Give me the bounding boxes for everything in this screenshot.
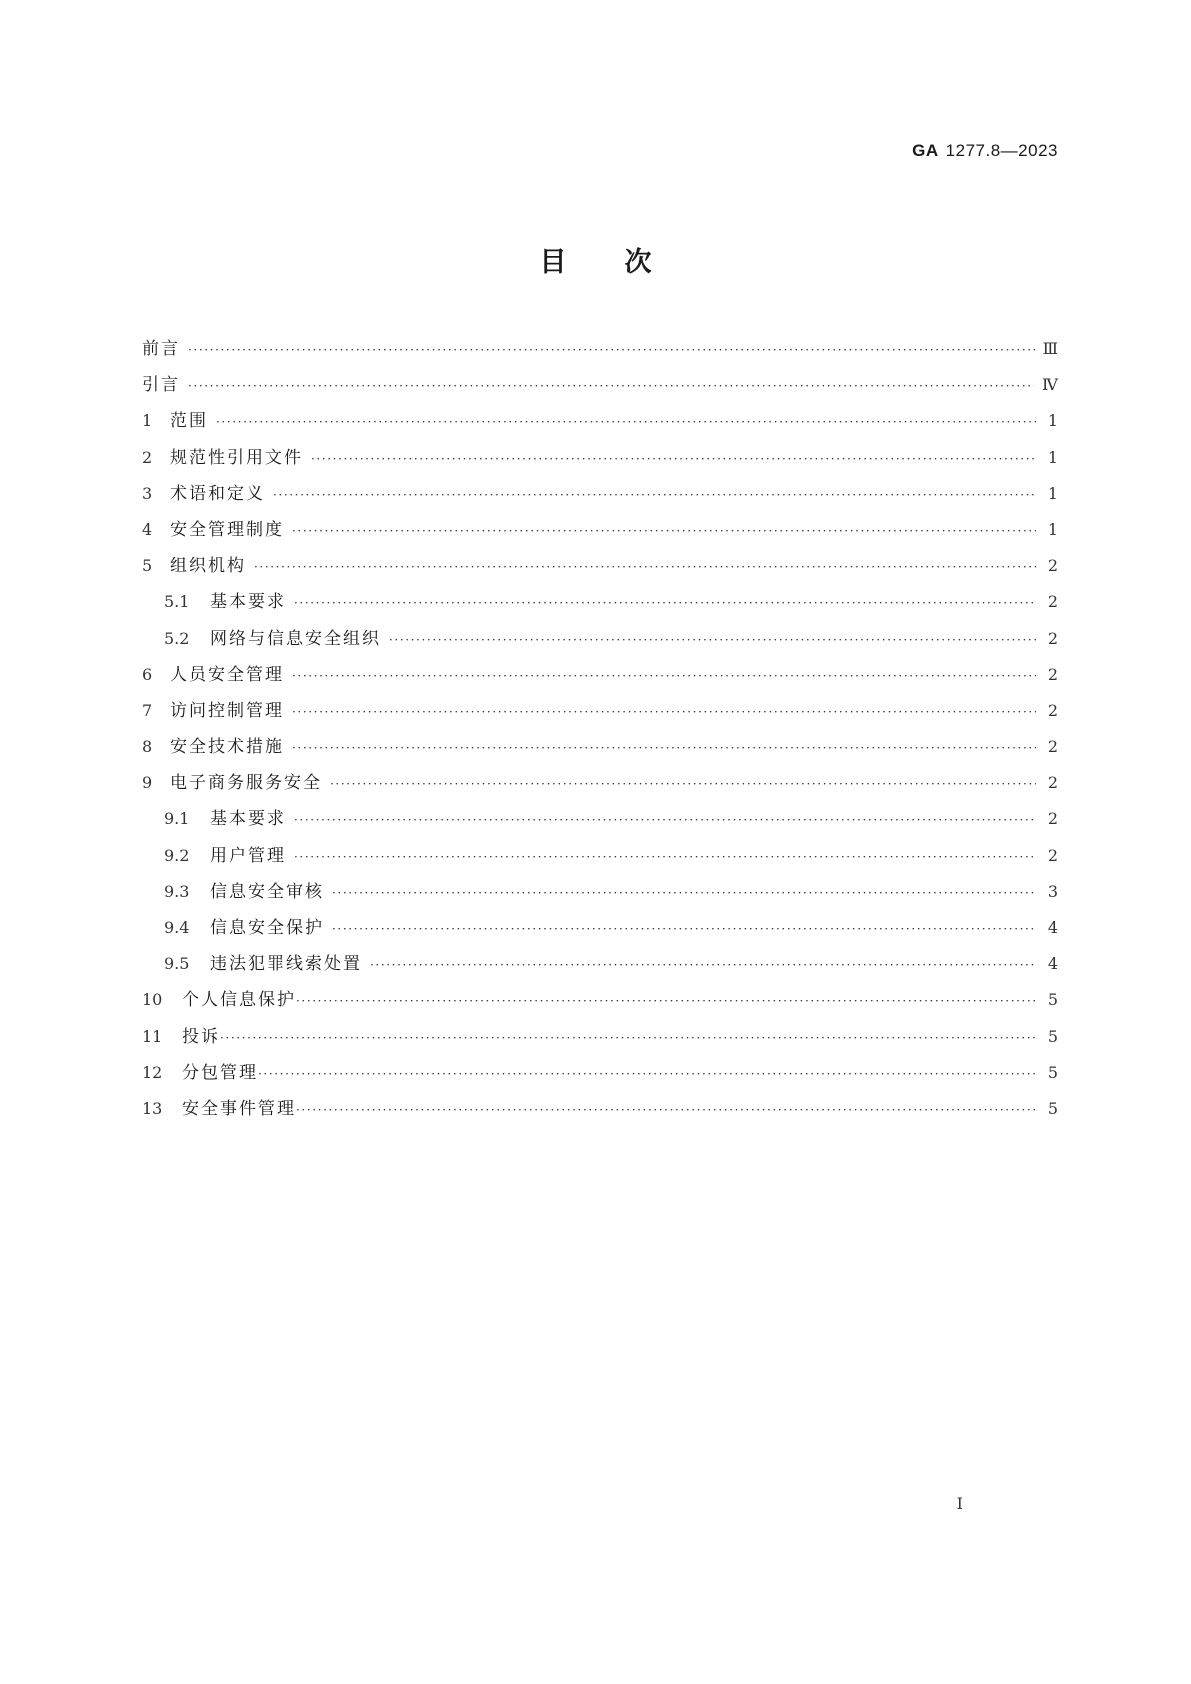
toc-entry-number: 7: [142, 700, 153, 720]
toc-entry-introduction[interactable]: [142, 375, 1058, 411]
toc-entry-page: 5: [1047, 990, 1058, 1010]
toc-entry-3[interactable]: [142, 484, 1058, 520]
toc-dot-leader: [296, 991, 1036, 1011]
toc-dot-leader: [294, 847, 1036, 867]
toc-dot-leader: [292, 666, 1036, 686]
toc-entry-label: 信息安全审核: [210, 881, 324, 902]
toc-entry-label: 用户管理: [210, 845, 286, 866]
toc-entry-8[interactable]: [142, 737, 1058, 773]
toc-entry-number: 9.4: [164, 918, 190, 937]
toc-entry-label: 组织机构: [170, 556, 246, 577]
toc-entry-label: 信息安全保护: [210, 918, 324, 938]
toc-entry-page: 1: [1047, 447, 1058, 467]
toc-entry-10[interactable]: [142, 990, 1058, 1026]
toc-entry-9-4[interactable]: [142, 918, 1058, 954]
toc-entry-9-3[interactable]: [142, 882, 1058, 918]
standard-code-prefix: GA: [912, 141, 939, 160]
toc-entry-9[interactable]: [142, 773, 1058, 809]
toc-entry-number: 9.2: [164, 845, 190, 865]
toc-entry-12[interactable]: [142, 1063, 1058, 1099]
toc-dot-leader: [188, 340, 1035, 360]
toc-dot-leader: [294, 810, 1036, 830]
toc-entry-number: 9.1: [164, 809, 190, 829]
toc-dot-leader: [254, 557, 1036, 577]
table-of-contents: [142, 339, 1058, 1135]
toc-entry-label: 规范性引用文件: [170, 447, 303, 468]
standard-code-number: 1277.8—2023: [945, 141, 1058, 160]
toc-entry-label: 网络与信息安全组织: [210, 628, 381, 649]
toc-dot-leader: [188, 376, 1034, 396]
toc-dot-leader: [294, 593, 1036, 613]
toc-entry-number: 4: [142, 519, 153, 539]
toc-entry-11[interactable]: [142, 1027, 1058, 1063]
toc-entry-5[interactable]: [142, 556, 1058, 592]
toc-entry-1[interactable]: [142, 411, 1058, 447]
toc-dot-leader: [330, 774, 1036, 794]
toc-entry-label: 引言: [142, 375, 180, 396]
toc-entry-number: 13: [142, 1098, 163, 1118]
toc-entry-number: 11: [142, 1026, 163, 1046]
toc-entry-4[interactable]: [142, 520, 1058, 556]
toc-entry-13[interactable]: [142, 1099, 1058, 1135]
toc-entry-label: 安全事件管理: [182, 1098, 296, 1119]
toc-entry-number: 12: [142, 1062, 163, 1082]
toc-entry-page: 5: [1047, 1098, 1058, 1118]
toc-entry-2[interactable]: [142, 448, 1058, 484]
toc-entry-number: 9: [142, 773, 153, 793]
toc-entry-5-2[interactable]: [142, 629, 1058, 665]
toc-entry-label: 范围: [170, 411, 208, 432]
toc-entry-page: 2: [1047, 592, 1058, 612]
page-title: 目次: [539, 247, 710, 278]
toc-dot-leader: [216, 412, 1036, 432]
toc-entry-6[interactable]: [142, 665, 1058, 701]
toc-dot-leader: [389, 630, 1036, 650]
toc-entry-number: 1: [142, 411, 153, 431]
page-number: I: [956, 1494, 963, 1513]
standard-code: [912, 141, 1058, 161]
toc-entry-label: 个人信息保护: [182, 990, 296, 1011]
toc-entry-number: 10: [142, 990, 163, 1010]
toc-entry-number: 8: [142, 737, 153, 757]
toc-entry-page: Ⅲ: [1042, 339, 1058, 358]
toc-entry-page: 1: [1047, 483, 1058, 503]
toc-entry-number: 3: [142, 483, 153, 503]
toc-entry-page: 2: [1047, 628, 1058, 648]
toc-entry-9-2[interactable]: [142, 846, 1058, 882]
toc-entry-5-1[interactable]: [142, 592, 1058, 628]
toc-dot-leader: [292, 521, 1036, 541]
toc-dot-leader: [292, 738, 1036, 758]
toc-entry-page: 3: [1047, 881, 1058, 901]
toc-entry-label: 投诉: [182, 1026, 220, 1047]
toc-entry-number: 5.1: [164, 592, 190, 612]
toc-entry-label: 电子商务服务安全: [170, 773, 322, 794]
toc-entry-page: 2: [1047, 556, 1058, 576]
toc-entry-9-5[interactable]: [142, 954, 1058, 990]
toc-entry-page: 4: [1047, 954, 1058, 974]
toc-entry-page: 5: [1047, 1026, 1058, 1046]
toc-entry-number: 6: [142, 664, 153, 684]
toc-entry-page: 1: [1047, 411, 1058, 431]
toc-entry-number: 2: [142, 447, 153, 467]
toc-entry-page: 2: [1047, 845, 1058, 865]
toc-dot-leader: [258, 1064, 1036, 1084]
toc-entry-number: 5.2: [164, 628, 190, 648]
toc-entry-label: 违法犯罪线索处置: [210, 954, 362, 975]
toc-entry-page: 4: [1047, 918, 1058, 937]
toc-entry-label: 术语和定义: [170, 483, 265, 504]
toc-entry-label: 访问控制管理: [170, 700, 284, 721]
toc-dot-leader: [332, 883, 1036, 903]
toc-entry-page: 1: [1047, 519, 1058, 539]
toc-dot-leader: [311, 449, 1036, 469]
toc-entry-label: 安全技术措施: [170, 737, 284, 758]
toc-entry-7[interactable]: [142, 701, 1058, 737]
toc-entry-page: Ⅳ: [1042, 375, 1058, 395]
toc-entry-page: 2: [1047, 809, 1058, 829]
toc-entry-page: 5: [1047, 1062, 1058, 1082]
toc-dot-leader: [370, 955, 1036, 975]
toc-entry-label: 前言: [142, 339, 180, 359]
toc-entry-number: 5: [142, 556, 153, 576]
toc-dot-leader: [296, 1100, 1036, 1120]
toc-entry-9-1[interactable]: [142, 809, 1058, 845]
toc-dot-leader: [332, 919, 1036, 939]
toc-dot-leader: [220, 1028, 1036, 1048]
toc-entry-label: 安全管理制度: [170, 519, 284, 540]
toc-entry-page: 2: [1047, 664, 1058, 684]
toc-entry-number: 9.3: [164, 881, 190, 901]
toc-entry-label: 基本要求: [210, 809, 286, 830]
toc-entry-page: 2: [1047, 737, 1058, 757]
toc-entry-foreword[interactable]: [142, 339, 1058, 375]
toc-entry-page: 2: [1047, 700, 1058, 720]
toc-entry-page: 2: [1047, 773, 1058, 793]
toc-entry-label: 分包管理: [182, 1062, 258, 1083]
toc-dot-leader: [273, 485, 1036, 505]
toc-entry-label: 基本要求: [210, 592, 286, 613]
toc-dot-leader: [292, 702, 1036, 722]
toc-entry-number: 9.5: [164, 954, 190, 974]
toc-entry-label: 人员安全管理: [170, 664, 284, 685]
